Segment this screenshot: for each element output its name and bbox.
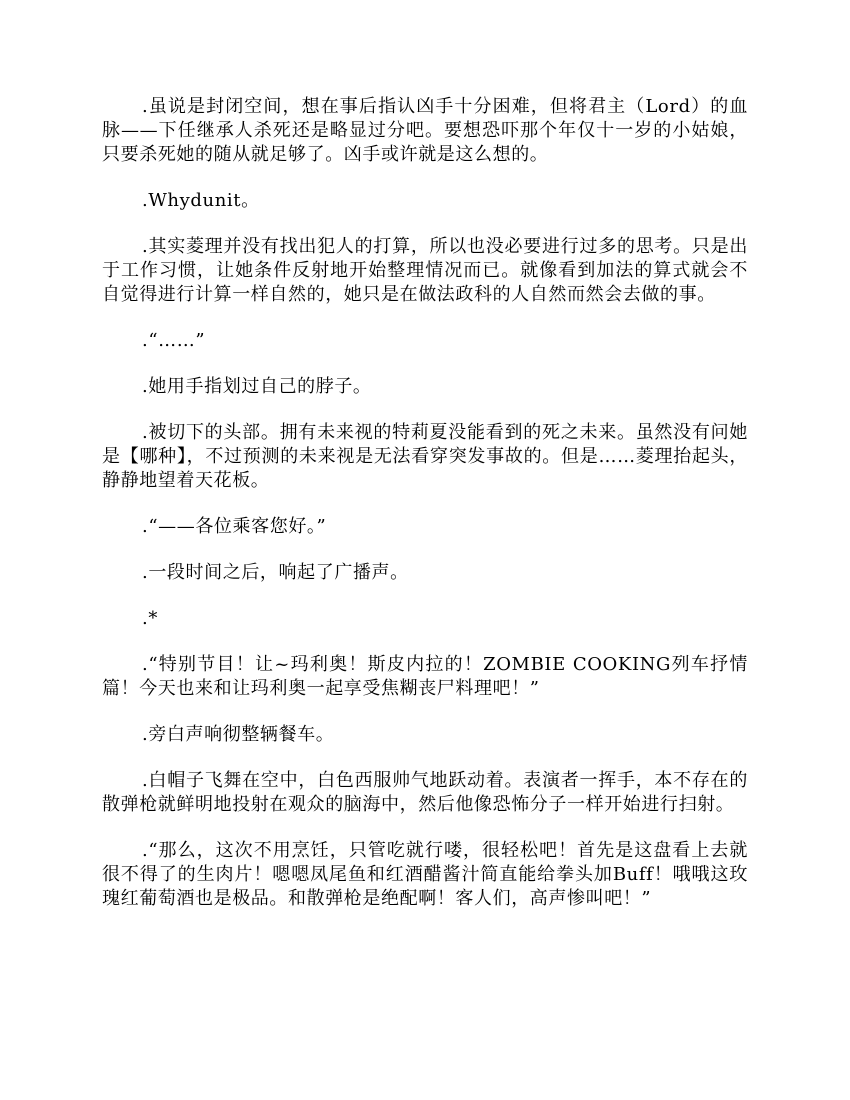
paragraph-12: .白帽子飞舞在空中，白色西服帅气地跃动着。表演者一挥手，本不存在的散弹枪就鲜明地投射在观众的脑海中，然后他像恐怖分子一样开始进行扫射。: [102, 770, 748, 815]
paragraph-3: .其实菱理并没有找出犯人的打算，所以也没必要进行过多的思考。只是出于工作习惯，让她条件反射地开始整理情况而已。就像看到加法的算式就会不自觉得进行计算一样自然的，她只是在做法政科的人自然而然会去做的事。: [102, 236, 748, 305]
paragraph-1: .虽说是封闭空间，想在事后指认凶手十分困难，但将君主（Lord）的血脉——下任继承人杀死还是略显过分吧。要想恐吓那个年仅十一岁的小姑娘，只要杀死她的随从就足够了。凶手或许就是这么想的。: [102, 96, 748, 165]
paragraph-13: .“那么，这次不用烹饪，只管吃就行喽，很轻松吧！首先是这盘看上去就很不得了的生肉片！嗯嗯凤尾鱼和红酒醋酱汁简直能给拳头加Buff！哦哦这玫瑰红葡萄酒也是极品。和散弹枪是绝配啊！客人们，高声惨叫吧！”: [102, 840, 748, 909]
paragraph-8: .一段时间之后，响起了广播声。: [142, 562, 409, 583]
paragraph-11: .旁白声响彻整辆餐车。: [142, 724, 335, 745]
paragraph-9: .*: [142, 608, 158, 629]
paragraph-10: .“特别节目！让~玛利奥！斯皮内拉的！ZOMBIE COOKING列车抒情篇！今天也来和让玛利奥一起享受焦糊丧尸料理吧！”: [102, 654, 748, 699]
paragraph-2: .Whydunit。: [142, 190, 260, 211]
paragraph-4: .“……”: [142, 330, 206, 351]
paragraph-7: .“——各位乘客您好。”: [142, 516, 327, 537]
paragraph-6: .被切下的头部。拥有未来视的特莉夏没能看到的死之未来。虽然没有问她是【哪种】，不过预测的未来视是无法看穿突发事故的。但是……菱理抬起头，静静地望着天花板。: [102, 422, 748, 491]
paragraph-5: .她用手指划过自己的脖子。: [142, 376, 372, 397]
